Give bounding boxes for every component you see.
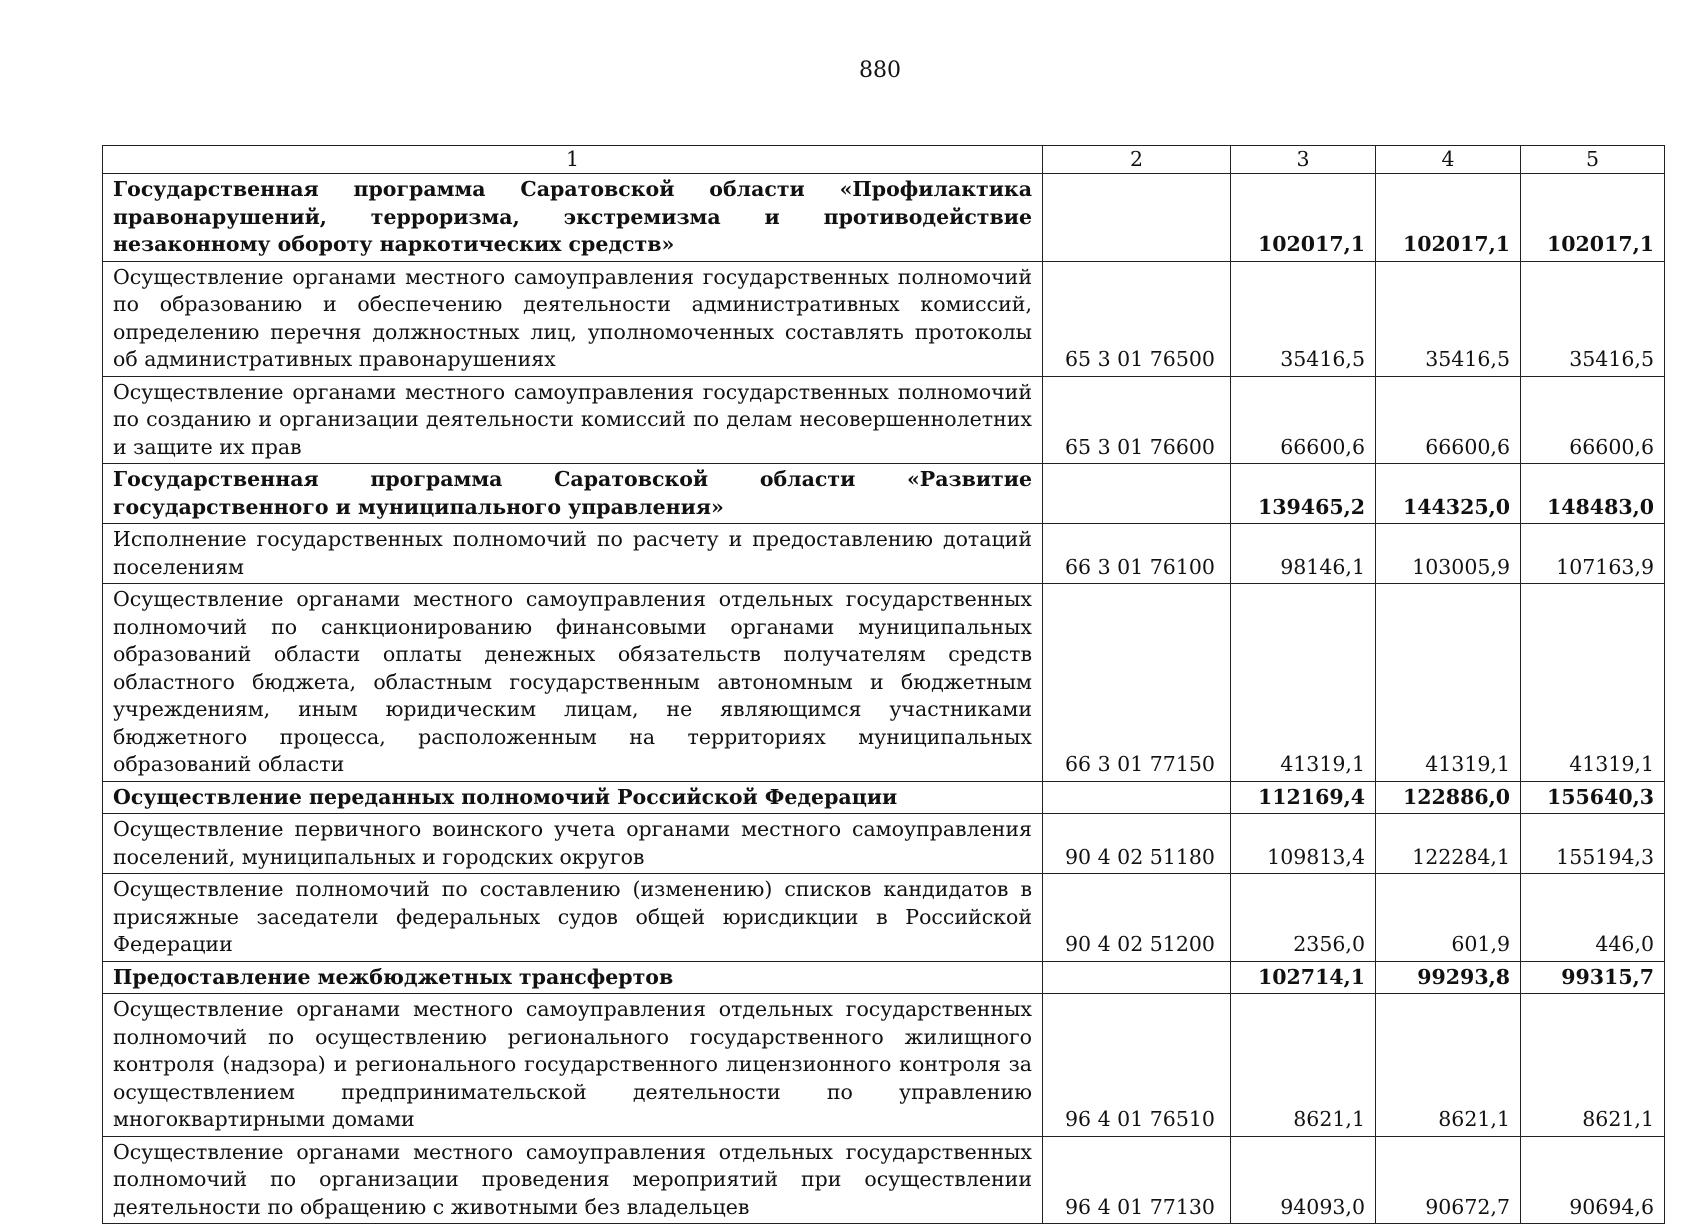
row-description: Осуществление полномочий по составлению (изменению) списков кандидатов в присяжные заседатели федеральных судов общей юрисдикции в Российской Федерации [103,874,1043,962]
row-value-col5: 446,0 [1521,874,1665,962]
row-value-col5: 155640,3 [1521,781,1665,814]
row-value-col3: 41319,1 [1231,584,1376,782]
table-row [103,524,1665,584]
row-description: Исполнение государственных полномочий по расчету и предоставлению дотаций поселениям [103,524,1043,584]
row-value-col3: 109813,4 [1231,814,1376,874]
row-value-col4: 90672,7 [1376,1136,1521,1224]
row-description: Осуществление органами местного самоуправления государственных полномочий по образованию и обеспечению деятельности административных комиссий, определению перечня должностных лиц, уполномоченных составлять протоколы об административных правонарушениях [103,261,1043,376]
row-budget-code [1043,961,1231,994]
row-value-col3: 35416,5 [1231,261,1376,376]
row-budget-code: 66 3 01 77150 [1043,584,1231,782]
row-value-col3: 112169,4 [1231,781,1376,814]
table-row [103,261,1665,376]
row-value-col3: 98146,1 [1231,524,1376,584]
row-budget-code [1043,464,1231,524]
page-number: 880 [859,58,901,83]
row-description: Осуществление органами местного самоуправления отдельных государственных полномочий по осуществлению регионального государственного жилищного контроля (надзора) и регионального государственного лицензионного контроля за осуществлением предпринимательской деятельности по управлению многоквартирными домами [103,994,1043,1137]
row-budget-code: 96 4 01 77130 [1043,1136,1231,1224]
column-header-5: 5 [1521,146,1665,174]
row-description: Осуществление органами местного самоуправления отдельных государственных полномочий по организации проведения мероприятий при осуществлении деятельности по обращению с животными без владельцев [103,1136,1043,1224]
table-row-section-total [103,464,1665,524]
row-value-col4: 144325,0 [1376,464,1521,524]
row-budget-code [1043,174,1231,262]
table-row [103,994,1665,1137]
row-budget-code: 90 4 02 51180 [1043,814,1231,874]
row-budget-code: 65 3 01 76600 [1043,376,1231,464]
row-value-col4: 99293,8 [1376,961,1521,994]
row-value-col3: 139465,2 [1231,464,1376,524]
row-value-col5: 41319,1 [1521,584,1665,782]
column-header-1: 1 [103,146,1043,174]
column-header-2: 2 [1043,146,1231,174]
table-row [103,584,1665,782]
table-row [103,376,1665,464]
row-value-col5: 66600,6 [1521,376,1665,464]
row-description: Осуществление органами местного самоуправления государственных полномочий по созданию и организации деятельности комиссий по делам несовершеннолетних и защите их прав [103,376,1043,464]
budget-table [102,145,1665,1224]
row-value-col5: 148483,0 [1521,464,1665,524]
table-row [103,1136,1665,1224]
row-value-col3: 2356,0 [1231,874,1376,962]
table-row [103,874,1665,962]
row-value-col5: 102017,1 [1521,174,1665,262]
row-value-col4: 122886,0 [1376,781,1521,814]
row-value-col3: 102017,1 [1231,174,1376,262]
row-budget-code: 96 4 01 76510 [1043,994,1231,1137]
column-header-4: 4 [1376,146,1521,174]
row-value-col5: 107163,9 [1521,524,1665,584]
row-description: Осуществление переданных полномочий Российской Федерации [103,781,1043,814]
row-value-col4: 601,9 [1376,874,1521,962]
table-row-section-total [103,174,1665,262]
row-value-col5: 155194,3 [1521,814,1665,874]
row-description: Государственная программа Саратовской области «Профилактика правонарушений, терроризма, экстремизма и противодействие незаконному обороту наркотических средств» [103,174,1043,262]
table-body [103,174,1665,1224]
row-value-col5: 35416,5 [1521,261,1665,376]
row-budget-code: 65 3 01 76500 [1043,261,1231,376]
row-budget-code: 66 3 01 76100 [1043,524,1231,584]
table-row-section-total [103,961,1665,994]
row-value-col3: 102714,1 [1231,961,1376,994]
row-value-col5: 8621,1 [1521,994,1665,1137]
table-header-row [103,146,1665,174]
row-value-col3: 8621,1 [1231,994,1376,1137]
row-value-col3: 94093,0 [1231,1136,1376,1224]
row-value-col3: 66600,6 [1231,376,1376,464]
table-row-section-total [103,781,1665,814]
row-value-col4: 41319,1 [1376,584,1521,782]
row-value-col4: 8621,1 [1376,994,1521,1137]
row-value-col4: 103005,9 [1376,524,1521,584]
row-value-col4: 102017,1 [1376,174,1521,262]
row-value-col5: 99315,7 [1521,961,1665,994]
row-description: Осуществление органами местного самоуправления отдельных государственных полномочий по санкционированию финансовыми органами муниципальных образований области оплаты денежных обязательств получателям средств областного бюджета, областным государственным автономным и бюджетным учреждениям, иным юридическим лицам, не являющимся участниками бюджетного процесса, расположенным на территориях муниципальных образований области [103,584,1043,782]
row-value-col4: 35416,5 [1376,261,1521,376]
row-value-col5: 90694,6 [1521,1136,1665,1224]
table-row [103,814,1665,874]
row-description: Государственная программа Саратовской области «Развитие государственного и муниципального управления» [103,464,1043,524]
row-description: Предоставление межбюджетных трансфертов [103,961,1043,994]
row-value-col4: 122284,1 [1376,814,1521,874]
row-description: Осуществление первичного воинского учета органами местного самоуправления поселений, муниципальных и городских округов [103,814,1043,874]
column-header-3: 3 [1231,146,1376,174]
row-value-col4: 66600,6 [1376,376,1521,464]
row-budget-code: 90 4 02 51200 [1043,874,1231,962]
row-budget-code [1043,781,1231,814]
